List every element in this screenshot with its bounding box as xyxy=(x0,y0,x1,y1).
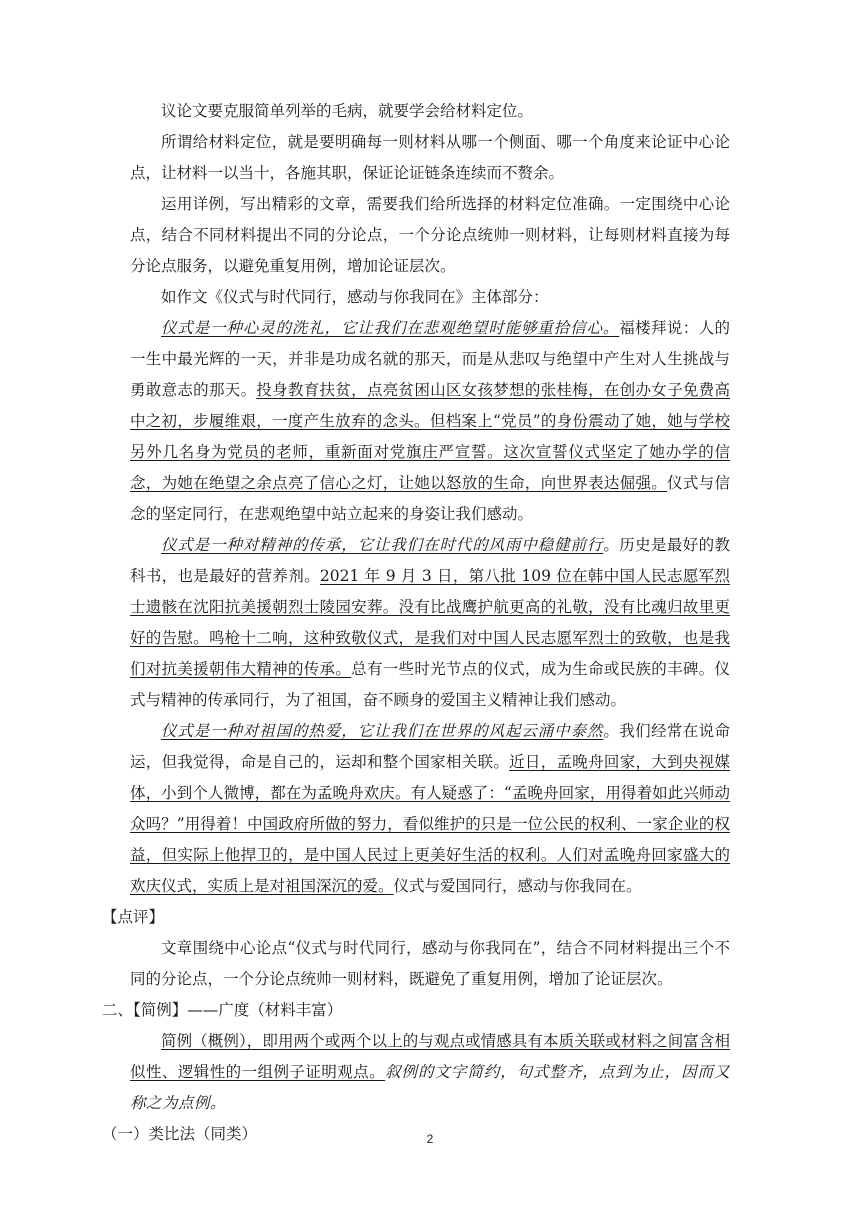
quote-flaubert: 福楼拜说：人的一生中最光辉的一天，并非是功成名就的那天，而是从悲叹与绝望中产生对人生挑战与勇敢意志的那天。 xyxy=(130,319,730,399)
history-remark: 。历史是最好的教科书，也是最好的营养剂。 xyxy=(130,536,730,585)
page-number: 2 xyxy=(426,1132,434,1146)
paragraph-definition: 所谓给材料定位，就是要明确每一则材料从哪一个侧面、哪一个角度来论证中心论点，让材料一以当十，各施其职，保证论证链条连续而不赘余。 xyxy=(130,133,730,182)
paragraph-argument-2 xyxy=(130,530,730,716)
brief-example-note: 叙例的文字简约，句式整齐，点到为止，因而又称之为点例。 xyxy=(130,1063,730,1112)
example-volunteer-army: 2021 年 9 月 3 日，第八批 109 位在韩中国人民志愿军烈士遗骸在沈阳抗美援朝烈士陵园安葬。没有比战鹰护航更高的礼敬，没有比魂归故里更好的告慰。鸣枪十二响，这种致敬仪式，是我们对中国人民志愿军烈士的致敬，也是我们对抗美援朝伟大精神的传承。 xyxy=(130,567,730,678)
paragraph-argument-3 xyxy=(130,716,730,902)
brief-example-definition: 简例（概例），即用两个或两个以上的与观点或情感具有本质关联或材料之间富含相似性、逻辑性的一组例子证明观点。 xyxy=(130,1032,730,1081)
paragraph-review: 文章围绕中心论点“仪式与时代同行，感动与你我同在”，结合不同材料提出三个不同的分论点，一个分论点统帅一则材料，既避免了重复用例，增加了论证层次。 xyxy=(130,939,730,988)
sub-thesis-2: 仪式是一种对精神的传承，它让我们在时代的风雨中稳健前行 xyxy=(161,536,604,554)
sub-thesis-1: 仪式是一种心灵的洗礼，它让我们在悲观绝望时能够重拾信心。 xyxy=(161,319,620,337)
example-zhang-guimei: 投身教育扶贫，点亮贫困山区女孩梦想的张桂梅，在创办女子免费高中之初，步履维艰，一度产生放弃的念头。但档案上“党员”的身份震动了她，她与学校另外几名身为党员的老师，重新面对党旗庄严宣誓。这次宣誓仪式坚定了她办学的信念，为她在绝望之余点亮了信心之灯，让她以怒放的生命，向世界表达倔强。 xyxy=(130,381,730,492)
paragraph-argument-1 xyxy=(130,313,730,530)
destiny-remark: 。我们经常在说命运，但我觉得，命是自己的，运却和整个国家相关联。 xyxy=(130,722,730,771)
paragraph-example-intro: 如作文《仪式与时代同行，感动与你我同在》主体部分： xyxy=(161,288,549,306)
page-content xyxy=(102,96,730,1150)
conclusion-2: 总有一些时光节点的仪式，成为生命或民族的丰碑。仪式与精神的传承同行，为了祖国，奋不顾身的爱国主义精神让我们感动。 xyxy=(130,660,730,709)
sub-thesis-3: 仪式是一种对祖国的热爱，它让我们在世界的风起云涌中泰然 xyxy=(161,722,604,740)
section-2-heading: 二、【简例】——广度（材料丰富） xyxy=(102,1001,343,1019)
subsection-heading: （一）类比法（同类） xyxy=(102,1125,258,1143)
paragraph-intro: 议论文要克服简单列举的毛病，就要学会给材料定位。 xyxy=(161,102,534,120)
conclusion-1: 仪式与信念的坚定同行，在悲观绝望中站立起来的身姿让我们感动。 xyxy=(130,474,730,523)
paragraph-method: 运用详例，写出精彩的文章，需要我们给所选择的材料定位准确。一定围绕中心论点，结合不同材料提出不同的分论点，一个分论点统帅一则材料，让每则材料直接为每分论点服务，以避免重复用例，增加论证层次。 xyxy=(130,195,730,275)
conclusion-3: 仪式与爱国同行，感动与你我同在。 xyxy=(393,877,642,895)
paragraph-brief-example xyxy=(130,1026,730,1119)
example-meng-wanzhou: 近日，孟晚舟回家，大到央视媒体，小到个人微博，都在为孟晚舟欢庆。有人疑惑了：“孟晚舟回家，用得着如此兴师动众吗？”用得着！中国政府所做的努力，看似维护的只是一位公民的权利、一家企业的权益，但实际上他捍卫的，是中国人民过上更美好生活的权利。人们对孟晚舟回家盛大的欢庆仪式，实质上是对祖国深沉的爱。 xyxy=(130,753,730,895)
review-heading: 【点评】 xyxy=(102,908,165,926)
